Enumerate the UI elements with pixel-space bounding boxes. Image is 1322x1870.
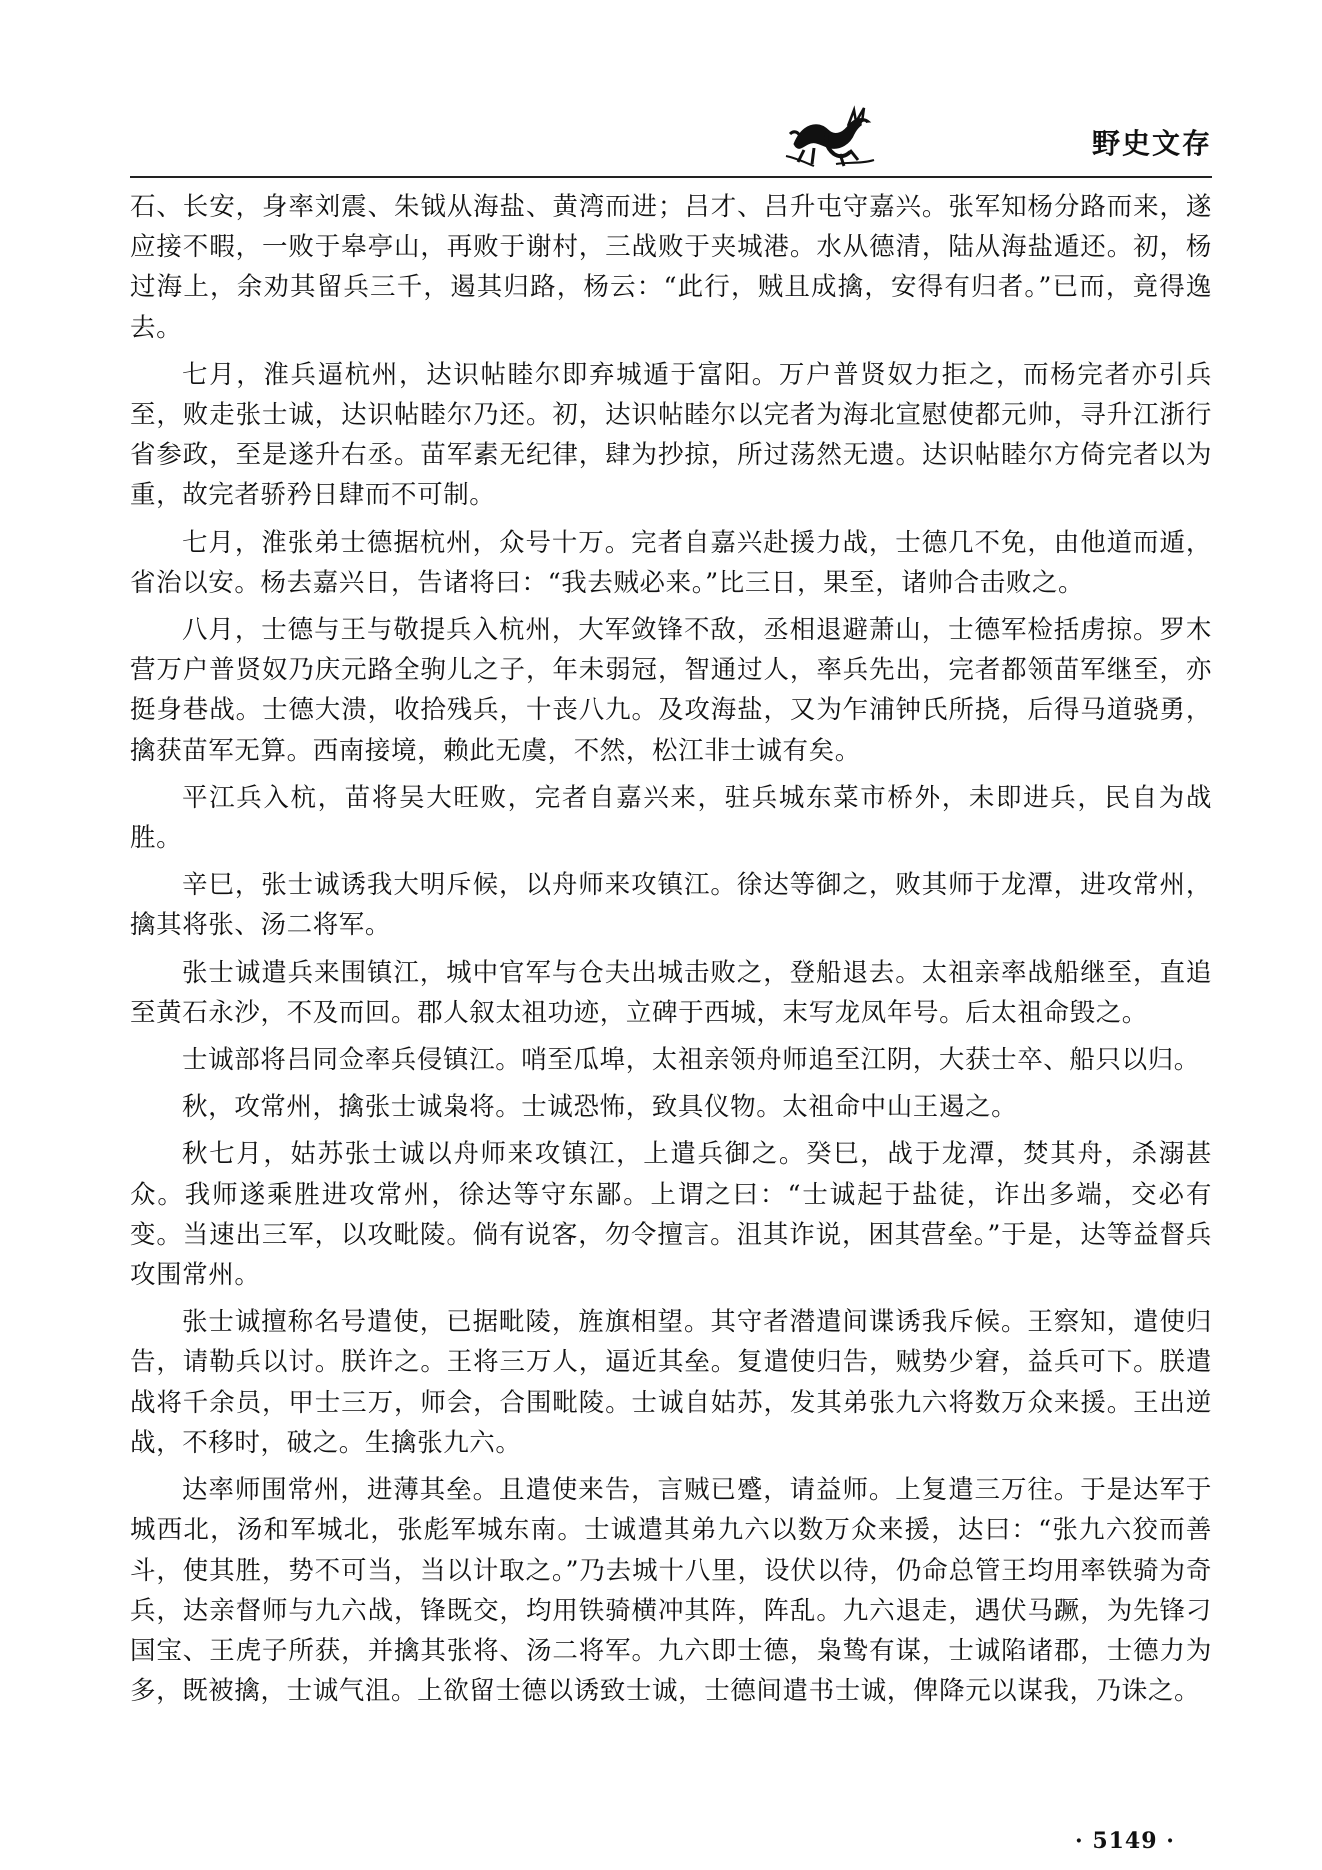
paragraph: 平江兵入杭，苗将吴大旺败，完者自嘉兴来，驻兵城东菜市桥外，未即进兵，民自为战胜。	[130, 782, 1212, 854]
paragraph: 八月，士德与王与敬提兵入杭州，大军敛锋不敌，丞相退避萧山，士德军检括虏掠。罗木营万户普贤奴乃庆元路全驹儿之子，年未弱冠，智通过人，率兵先出，完者都领苗军继至，亦挺身巷战。士德大溃，收拾残兵，十丧八九。及攻海盐，又为乍浦钟氏所挠，后得马道骁勇，擒获苗军无算。西南接境，赖此无虞，不然，松江非士诚有矣。	[130, 615, 1212, 766]
body-text	[130, 187, 1212, 1718]
paragraph: 辛巳，张士诚诱我大明斥候，以舟师来攻镇江。徐达等御之，败其师于龙潭，进攻常州，擒其将张、汤二将军。	[130, 870, 1212, 941]
paragraph: 张士诚遣兵来围镇江，城中官军与仓夫出城击败之，登船退去。太祖亲率战船继至，直追至黄石永沙，不及而回。郡人叙太祖功迹，立碑于西城，末写龙凤年号。后太祖命毁之。	[130, 957, 1212, 1028]
page-header	[782, 102, 1212, 174]
paragraph: 七月，淮兵逼杭州，达识帖睦尔即弃城遁于富阳。万户普贤奴力拒之，而杨完者亦引兵至，败走张士诚，达识帖睦尔乃还。初，达识帖睦尔以完者为海北宣慰使都元帅，寻升江浙行省参政，至是遂升右丞。苗军素无纪律，肆为抄掠，所过荡然无遗。达识帖睦尔方倚完者以为重，故完者骄矜日肆而不可制。	[130, 359, 1212, 511]
paragraph: 秋，攻常州，擒张士诚枭将。士诚恐怖，致具仪物。太祖命中山王遏之。	[182, 1092, 1018, 1123]
paragraph: 张士诚擅称名号遣使，已据毗陵，旌旗相望。其守者潜遣间谍诱我斥候。王察知，遣使归告，请勒兵以讨。朕许之。王将三万人，逼近其垒。复遣使归告，贼势少窘，益兵可下。朕遣战将千余员，甲士三万，师会，合围毗陵。士诚自姑苏，发其弟张九六将数万众来援。王出逆战，不移时，破之。生擒张九六。	[130, 1307, 1212, 1458]
paragraph: 达率师围常州，进薄其垒。且遣使来告，言贼已蹙，请益师。上复遣三万往。于是达军于城西北，汤和军城北，张彪军城东南。士诚遣其弟九六以数万众来援，达曰：“张九六狡而善斗，使其胜，势不可当，当以计取之。”乃去城十八里，设伏以待，仍命总管王均用率铁骑为奇兵，达亲督师与九六战，锋既交，均用铁骑横冲其阵，阵乱。九六退走，遇伏马蹶，为先锋刁国宝、王虎子所获，并擒其张将、汤二将军。九六即士德，枭鸷有谋，士诚陷诸郡，士德力为多，既被擒，士诚气沮。上欲留士德以诱致士诚，士德间遣书士诚，俾降元以谋我，乃诛之。	[130, 1475, 1212, 1707]
paragraph: 士诚部将吕同佥率兵侵镇江。哨至瓜埠，太祖亲领舟师追至江阴，大获士卒、船只以归。	[182, 1045, 1200, 1076]
paragraph: 秋七月，姑苏张士诚以舟师来攻镇江，上遣兵御之。癸巳，战于龙潭，焚其舟，杀溺甚众。我师遂乘胜进攻常州，徐达等守东鄙。上谓之曰：“士诚起于盐徒，诈出多端，交必有变。当速出三军，以攻毗陵。倘有说客，勿令擅言。沮其诈说，困其营垒。”于是，达等益督兵攻围常州。	[130, 1139, 1212, 1291]
paragraph: 七月，淮张弟士德据杭州，众号十万。完者自嘉兴赴援力战，士德几不免，由他道而遁，省治以安。杨去嘉兴日，告诸将曰：“我去贼必来。”比三日，果至，诸帅合击败之。	[130, 527, 1212, 598]
series-title: 野史文存	[1091, 127, 1212, 160]
header-rule	[130, 176, 1212, 178]
page-number: · 5149 ·	[1075, 1828, 1175, 1854]
dragon-emblem-icon	[784, 104, 876, 170]
paragraph: 石、长安，身率刘震、朱钺从海盐、黄湾而进；吕才、吕升屯守嘉兴。张军知杨分路而来，遂应接不暇，一败于皋亭山，再败于谢村，三战败于夹城港。水从德清，陆从海盐遁还。初，杨过海上，余劝其留兵三千，遏其归路，杨云：“此行，贼且成擒，安得有归者。”已而，竟得逸去。	[130, 192, 1212, 343]
